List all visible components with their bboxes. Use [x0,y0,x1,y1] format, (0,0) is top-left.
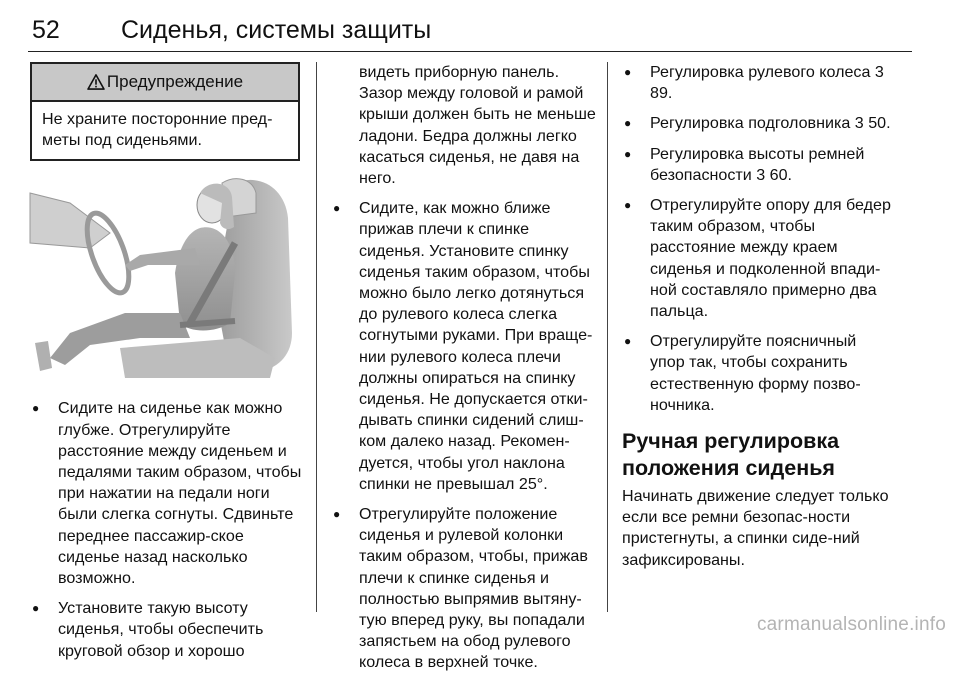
warning-box [30,62,300,161]
subsection-heading: Ручная регулировка положения сиденья [622,429,840,481]
watermark: carmanualsonline.info [756,614,946,635]
header-rule [28,51,912,52]
list-item: ● Регулировка рулевого колеса 3 89. [622,62,892,104]
warning-title: Предупреждение [106,72,244,92]
column-divider-2 [607,62,608,612]
page-number: 52 [32,16,60,44]
list-item: ● Отрегулируйте поясничный упор так, чтобы сохранить естественную форму позво-ночника. [622,331,892,416]
col3-bullet-list [622,62,892,416]
warning-text: Не храните посторонние пред-меты под сиденьями. [42,110,273,150]
section-title: Сиденья, системы защиты [121,16,432,44]
column-3 [622,62,892,571]
column-2 [331,62,599,683]
page-header [28,12,928,52]
col1-bullet-list [30,398,302,661]
list-item: ● Сидите, как можно ближе прижав плечи к спинке сиденья. Установите спинку сиденья таким образом, чтобы можно было легко дотянуться до рулевого колеса слегка согнутыми руками. При враще-нии рулевого колеса плечи должны опираться на спинку сиденья. Не допускается отки-дывать спинки сидений слиш-ком далеко назад. Рекомен-дуется, чтобы угол наклона спинки не превышал 25°. [331,198,599,495]
continued-text: видеть приборную панель. Зазор между головой и рамой крыши должен быть не меньше ладони. Бедра должны легко касаться сиденья, не давя на него. [359,63,596,188]
warning-triangle-icon [87,74,105,90]
list-item: ● Отрегулируйте опору для бедер таким образом, чтобы расстояние между краем сиденья и подколенной впади-ной составляло примерно два пальца. [622,195,892,322]
column-divider-1 [316,62,317,612]
list-item: ● Регулировка высоты ремней безопасности 3 60. [622,144,892,186]
list-item: ● Регулировка подголовника 3 50. [622,113,892,134]
column-1 [30,62,302,671]
list-item: ● Сидите на сиденье как можно глубже. Отрегулируйте расстояние между сиденьем и педалями таким образом, чтобы при нажатии на педали ноги были слегка согнуты. Сдвиньте переднее пассажир-ское сиденье назад насколько возможно. [30,398,302,589]
subsection-paragraph: Начинать движение следует только если все ремни безопас-ности пристегнуты, а спинки сиде-ний зафиксированы. [622,487,889,569]
col2-bullet-list [331,198,599,673]
list-item: ● Отрегулируйте положение сиденья и рулевой колонки таким образом, чтобы, прижав плечи к спинке сиденья и полностью выпрямив вытяну-тую вперед руку, вы попадали запястьем на обод рулевого колеса в верхней точке. [331,504,599,674]
driver-seat-illustration [30,173,300,383]
list-item: ● Установите такую высоту сиденья, чтобы обеспечить круговой обзор и хорошо [30,598,302,662]
seat-drawing [30,173,300,383]
warning-header [32,64,298,102]
